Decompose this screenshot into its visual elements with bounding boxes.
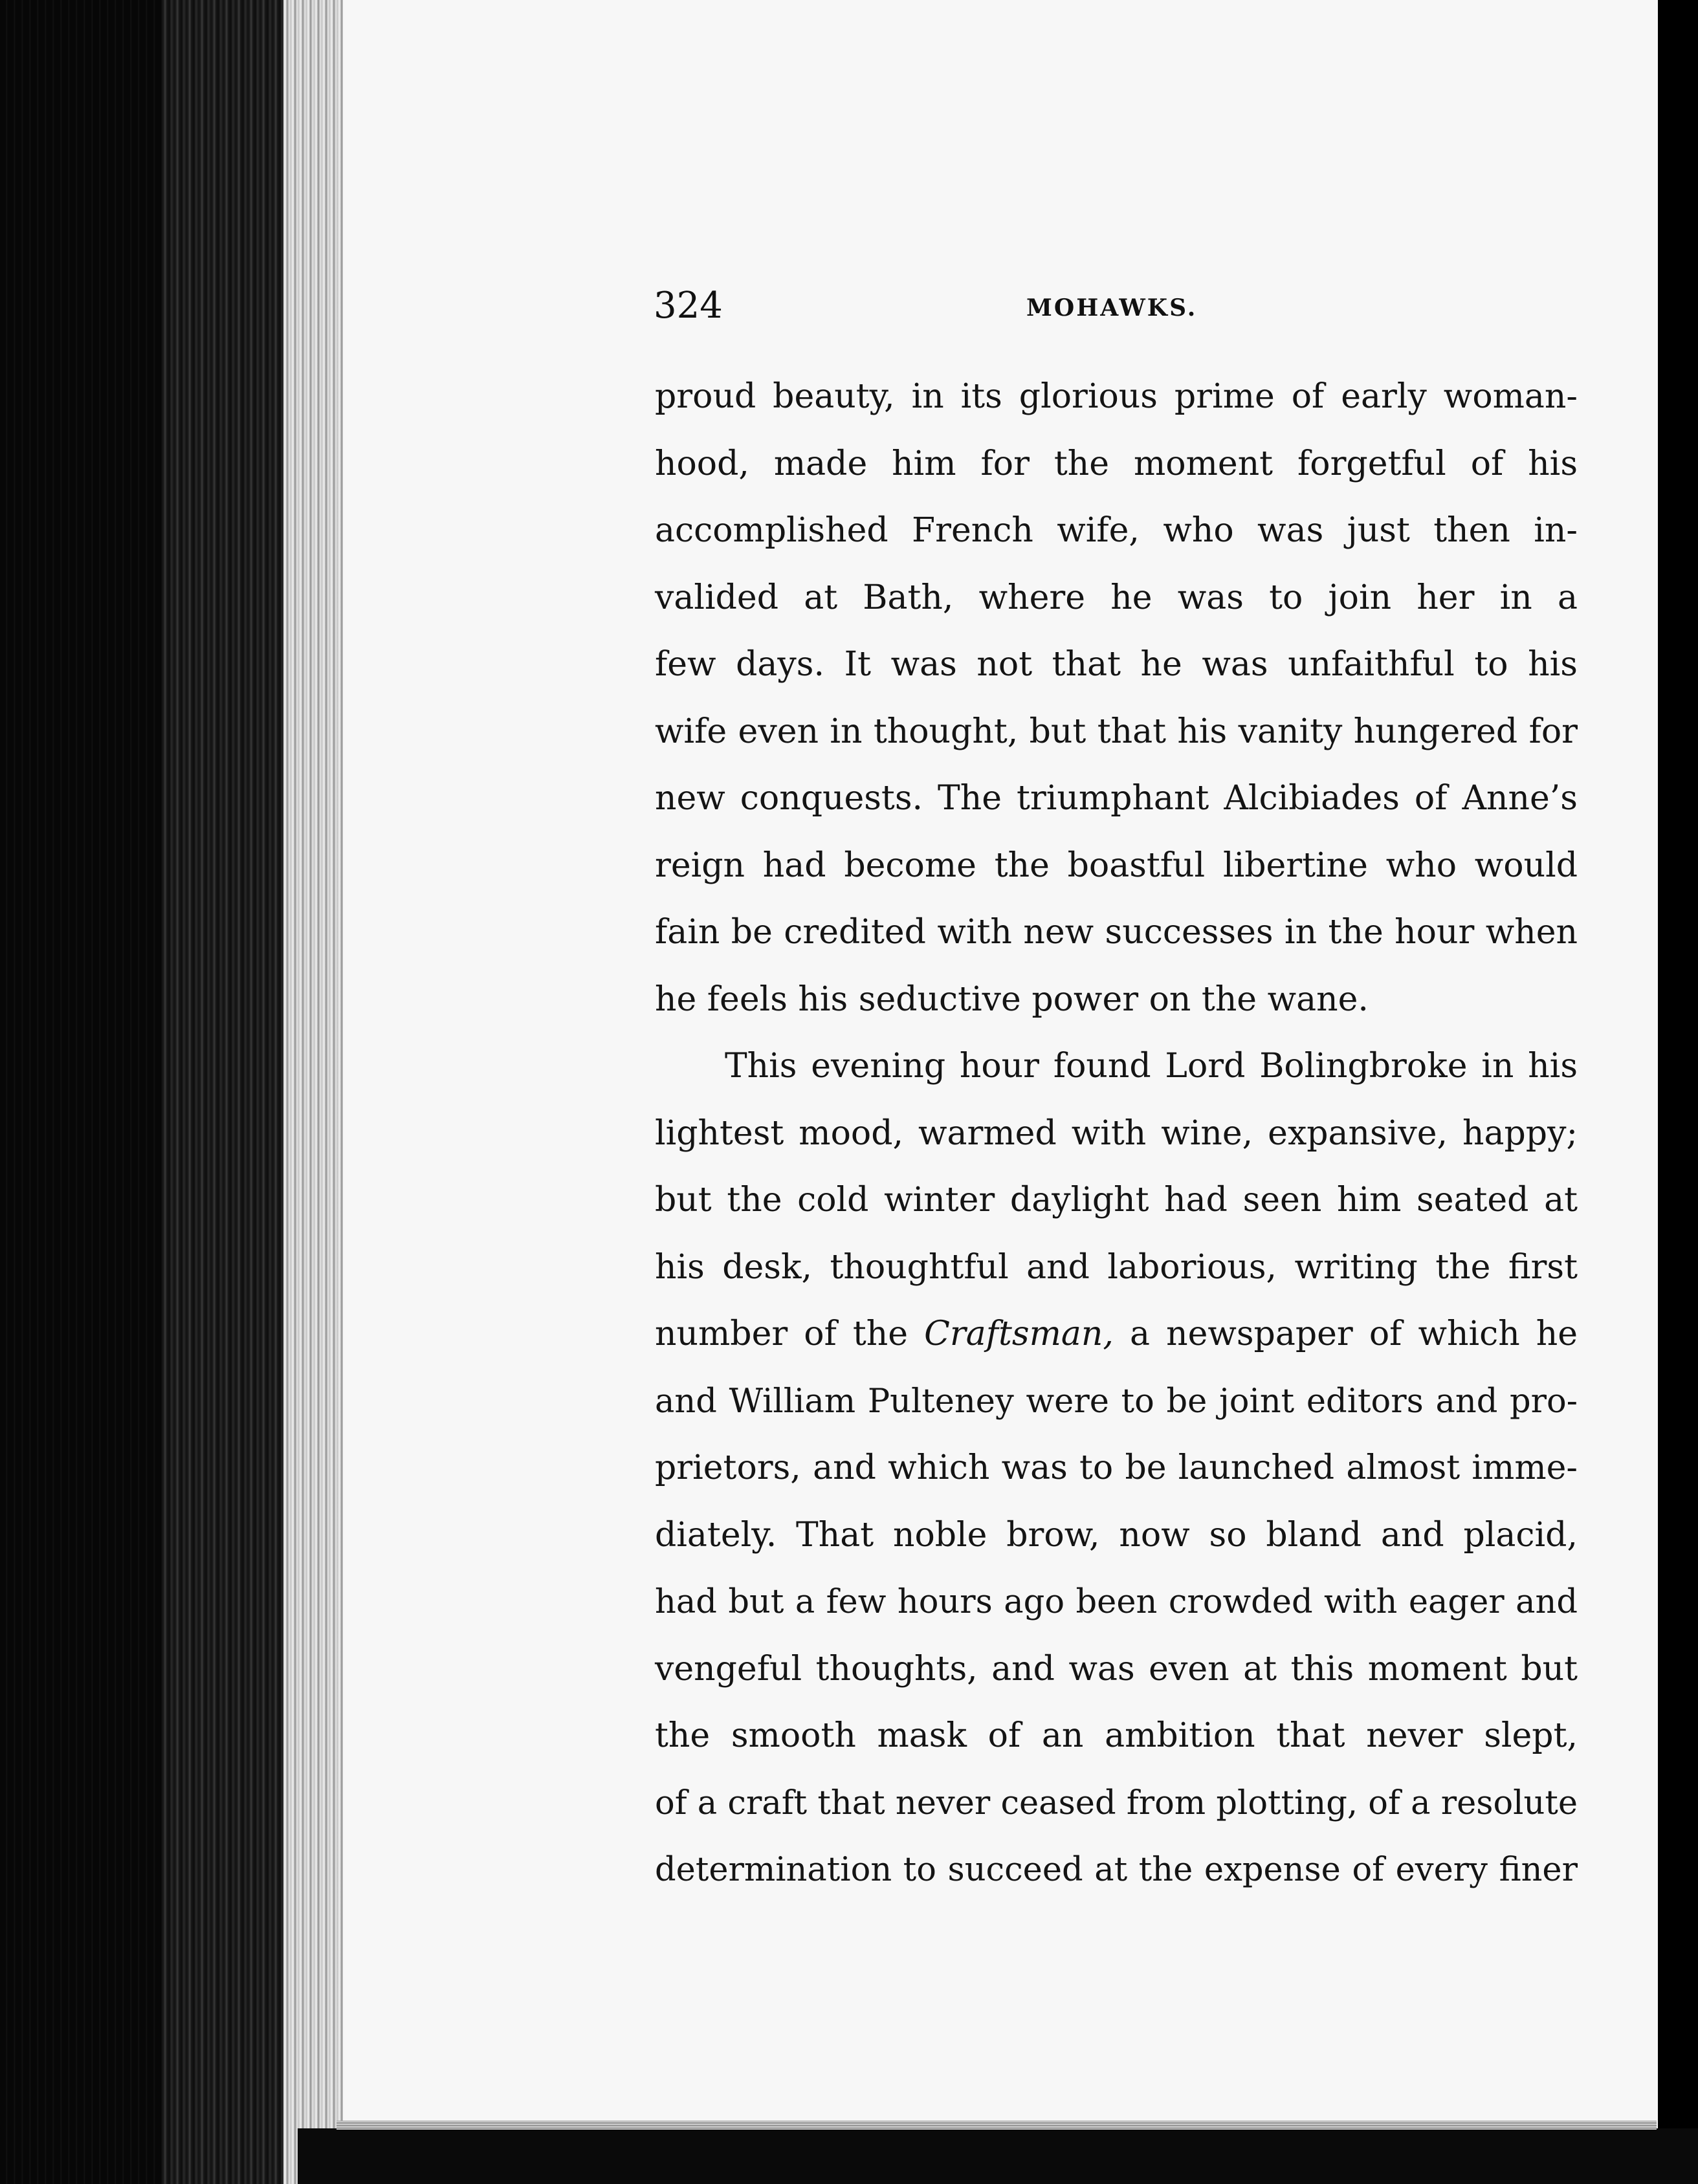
text-line: determination to succeed at the expense of every finer: [655, 1851, 1578, 1889]
text-line: new conquests. The triumphant Alcibiades of Anne’s: [655, 779, 1578, 818]
italic-title-craftsman: Craftsman,: [924, 1315, 1114, 1353]
paragraph-start-line: This evening hour found Lord Bolingbroke in his: [725, 1047, 1578, 1086]
line-segment: a newspaper of which he: [1130, 1315, 1578, 1353]
text-line: had but a few hours ago been crowded with eager and: [655, 1583, 1578, 1621]
text-line: hood, made him for the moment forgetful of his: [655, 444, 1578, 483]
text-line: his desk, thoughtful and laborious, writing the first: [655, 1247, 1578, 1287]
text-line: the smooth mask of an ambition that never slept,: [655, 1716, 1578, 1755]
dark-background-bottom: [298, 2128, 1698, 2184]
text-line: prietors, and which was to be launched almost imme-: [655, 1448, 1578, 1487]
page-bottom-edges: [336, 2121, 1657, 2130]
line-segment: number of the: [655, 1315, 909, 1353]
dark-background-right: [1658, 0, 1698, 2184]
text-line: wife even in thought, but that his vanity hungered for: [655, 712, 1578, 751]
text-line: but the cold winter daylight had seen him seated at: [655, 1181, 1578, 1219]
text-line: lightest mood, warmed with wine, expansive, happy;: [655, 1113, 1578, 1153]
running-head: MOHAWKS.: [1026, 294, 1198, 322]
book-gutter-texture: [0, 0, 168, 2184]
text-line: of a craft that never ceased from plotting, of a resolute: [655, 1784, 1578, 1822]
text-line: vengeful thoughts, and was even at this moment but: [655, 1649, 1578, 1688]
page-edges-light: [283, 0, 343, 2184]
text-line: proud beauty, in its glorious prime of early woman-: [655, 377, 1578, 416]
text-line: accomplished French wife, who was just then in-: [655, 511, 1578, 550]
text-line-with-italic: [655, 1301, 1578, 1368]
text-line: reign had become the boastful libertine who would: [655, 846, 1578, 885]
paragraph-end-line: he feels his seductive power on the wane.: [655, 979, 1369, 1019]
page-header: [654, 283, 1585, 329]
text-line: valided at Bath, where he was to join her in a: [655, 578, 1578, 617]
text-line: diately. That noble brow, now so bland and placid,: [655, 1515, 1578, 1555]
text-line: few days. It was not that he was unfaithful to his: [655, 645, 1578, 684]
text-line: and William Pulteney were to be joint editors and pro-: [655, 1382, 1578, 1421]
page-number: 324: [654, 285, 723, 327]
body-text: [655, 364, 1578, 1904]
text-line: fain be credited with new successes in the hour when: [655, 913, 1578, 952]
